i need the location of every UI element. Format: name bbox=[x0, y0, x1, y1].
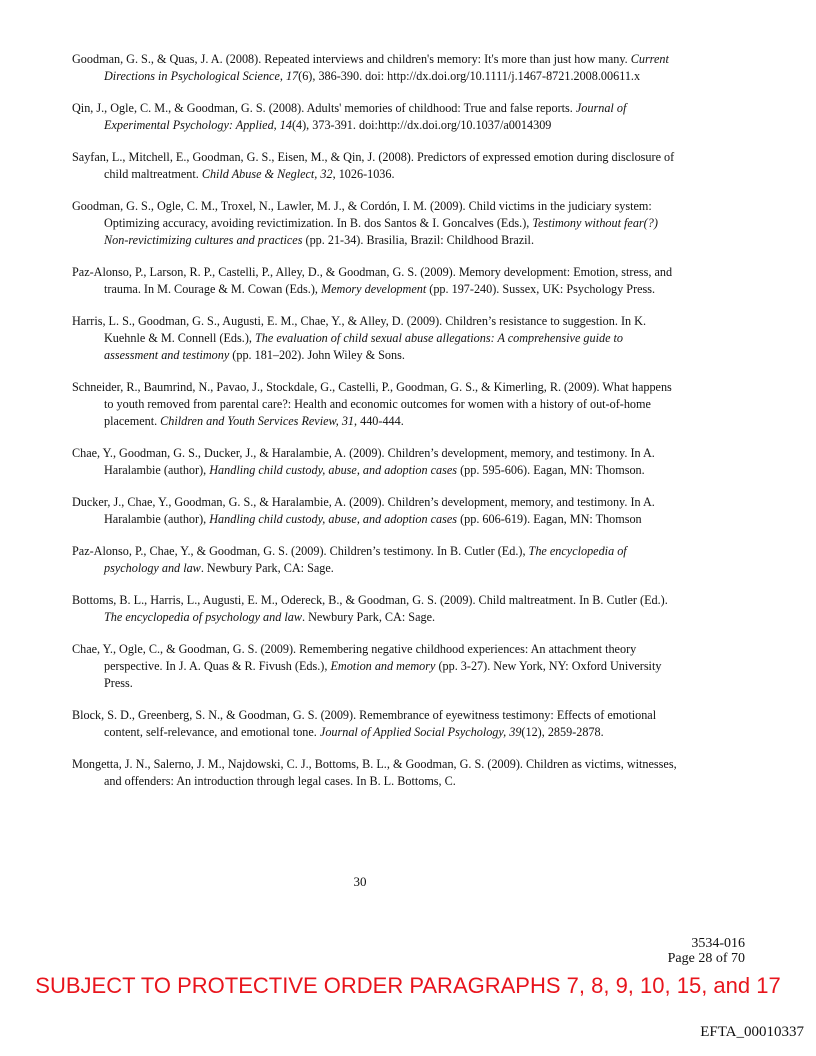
reference-text: . Newbury Park, CA: Sage. bbox=[200, 561, 334, 575]
reference-text: Chae, Y., Ogle, C., & Goodman, G. S. (2009). Remembering negative childhood experiences: An attachment theory perspective. In J. A. Quas & R. Fivush (Eds.), bbox=[72, 642, 637, 673]
reference-entry bbox=[72, 494, 678, 528]
reference-text: (pp. 3-27). New York, NY: Oxford University Press. bbox=[104, 659, 662, 690]
reference-text: Block, S. D., Greenberg, S. N., & Goodman, G. S. (2009). Remembrance of eyewitness testimony: Effects of emotional content, self-relevance, and emotional tone. bbox=[72, 708, 657, 739]
reference-text: Mongetta, J. N., Salerno, J. M., Najdowski, C. J., Bottoms, B. L., & Goodman, G. S. (2009). Children as victims, witnesses, and offenders: An introduction through legal cases. In B. L. Bottoms, C. bbox=[72, 757, 677, 788]
reference-text: , 1026-1036. bbox=[332, 167, 395, 181]
reference-text: Goodman, G. S., & Quas, J. A. (2008). Repeated interviews and children's memory: It's more than just how many. bbox=[72, 52, 631, 66]
reference-entry bbox=[72, 592, 678, 626]
reference-source-title: Handling child custody, abuse, and adoption cases bbox=[209, 463, 458, 477]
efta-identifier: EFTA_00010337 bbox=[700, 1024, 804, 1040]
reference-entry bbox=[72, 379, 678, 430]
reference-source-title: Emotion and memory bbox=[330, 659, 436, 673]
reference-text: Chae, Y., Goodman, G. S., Ducker, J., & Haralambie, A. (2009). Children’s development, memory, and testimony. In A. Haralambie (author), bbox=[72, 446, 655, 477]
reference-source-title: The encyclopedia of psychology and law bbox=[104, 610, 302, 624]
reference-entry bbox=[72, 707, 678, 741]
reference-source-title: Journal of Experimental Psychology: Applied, 14 bbox=[104, 101, 627, 132]
bates-page-count: Page 28 of 70 bbox=[667, 951, 745, 966]
reference-text: Sayfan, L., Mitchell, E., Goodman, G. S., Eisen, M., & Qin, J. (2008). Predictors of expressed emotion during disclosure of child maltreatment. bbox=[72, 150, 675, 181]
reference-text: (pp. 595-606). Eagan, MN: Thomson. bbox=[457, 463, 645, 477]
reference-list bbox=[72, 51, 678, 805]
reference-text: (pp. 181–202). John Wiley & Sons. bbox=[229, 348, 405, 362]
reference-text: Paz-Alonso, P., Chae, Y., & Goodman, G. S. (2009). Children’s testimony. In B. Cutler (Ed.), bbox=[72, 544, 529, 558]
reference-text: (6), 386-390. doi: http://dx.doi.org/10.1111/j.1467-8721.2008.00611.x bbox=[298, 69, 641, 83]
reference-text: Bottoms, B. L., Harris, L., Augusti, E. M., Odereck, B., & Goodman, G. S. (2009). Child maltreatment. In B. Cutler (Ed.). bbox=[72, 593, 668, 607]
reference-text: Qin, J., Ogle, C. M., & Goodman, G. S. (2008). Adults' memories of childhood: True and false reports. bbox=[72, 101, 576, 115]
reference-source-title: Children and Youth Services Review, 31 bbox=[160, 414, 355, 428]
reference-source-title: Current Directions in Psychological Science, 17 bbox=[104, 52, 669, 83]
reference-entry bbox=[72, 264, 678, 298]
reference-text: Paz-Alonso, P., Larson, R. P., Castelli, P., Alley, D., & Goodman, G. S. (2009). Memory development: Emotion, stress, and trauma. In M. Courage & M. Cowan (Eds.), bbox=[72, 265, 673, 296]
reference-text: (pp. 21-34). Brasilia, Brazil: Childhood Brazil. bbox=[302, 233, 534, 247]
protective-order-notice: SUBJECT TO PROTECTIVE ORDER PARAGRAPHS 7, 8, 9, 10, 15, and 17 bbox=[35, 973, 781, 998]
reference-source-title: Child Abuse & Neglect, 32 bbox=[201, 167, 333, 181]
page-number: 30 bbox=[353, 874, 367, 889]
reference-source-title: Testimony without fear(?) Non-revictimizing cultures and practices bbox=[104, 216, 658, 247]
reference-text: Harris, L. S., Goodman, G. S., Augusti, E. M., Chae, Y., & Alley, D. (2009). Children’s resistance to suggestion. In K. Kuehnle & M. Connell (Eds.), bbox=[72, 314, 647, 345]
bates-document-id: 3534-016 bbox=[691, 936, 745, 951]
reference-source-title: The encyclopedia of psychology and law bbox=[104, 544, 627, 575]
reference-source-title: Journal of Applied Social Psychology, 39 bbox=[319, 725, 522, 739]
reference-entry bbox=[72, 198, 678, 249]
reference-text: , 440-444. bbox=[354, 414, 404, 428]
reference-text: Goodman, G. S., Ogle, C. M., Troxel, N., Lawler, M. J., & Cordón, I. M. (2009). Child victims in the judiciary system: Optimizing accuracy, avoiding revictimization. In B. dos Santos & I. Goncalves (Eds.), bbox=[72, 199, 652, 230]
reference-source-title: Memory development bbox=[320, 282, 427, 296]
reference-entry bbox=[72, 313, 678, 364]
reference-entry bbox=[72, 100, 678, 134]
reference-text: . Newbury Park, CA: Sage. bbox=[302, 610, 436, 624]
reference-entry bbox=[72, 149, 678, 183]
reference-text: Ducker, J., Chae, Y., Goodman, G. S., & Haralambie, A. (2009). Children’s development, memory, and testimony. In A. Haralambie (author), bbox=[72, 495, 655, 526]
reference-entry bbox=[72, 51, 678, 85]
reference-text: (4), 373-391. doi:http://dx.doi.org/10.1037/a0014309 bbox=[291, 118, 552, 132]
reference-entry bbox=[72, 543, 678, 577]
bates-stamp bbox=[668, 936, 745, 966]
reference-text: (pp. 197-240). Sussex, UK: Psychology Press. bbox=[426, 282, 656, 296]
reference-text: (12), 2859-2878. bbox=[521, 725, 604, 739]
reference-entry bbox=[72, 445, 678, 479]
reference-source-title: The evaluation of child sexual abuse allegations: A comprehensive guide to assessment and testimony bbox=[104, 331, 624, 362]
reference-text: (pp. 606-619). Eagan, MN: Thomson bbox=[457, 512, 642, 526]
reference-entry bbox=[72, 756, 678, 790]
reference-text: Schneider, R., Baumrind, N., Pavao, J., Stockdale, G., Castelli, P., Goodman, G. S., & Kimerling, R. (2009). What happens to youth removed from parental care?: Health and economic outcomes for women with a history of out-of-home placement. bbox=[72, 380, 672, 428]
reference-entry bbox=[72, 641, 678, 692]
reference-source-title: Handling child custody, abuse, and adoption cases bbox=[209, 512, 458, 526]
